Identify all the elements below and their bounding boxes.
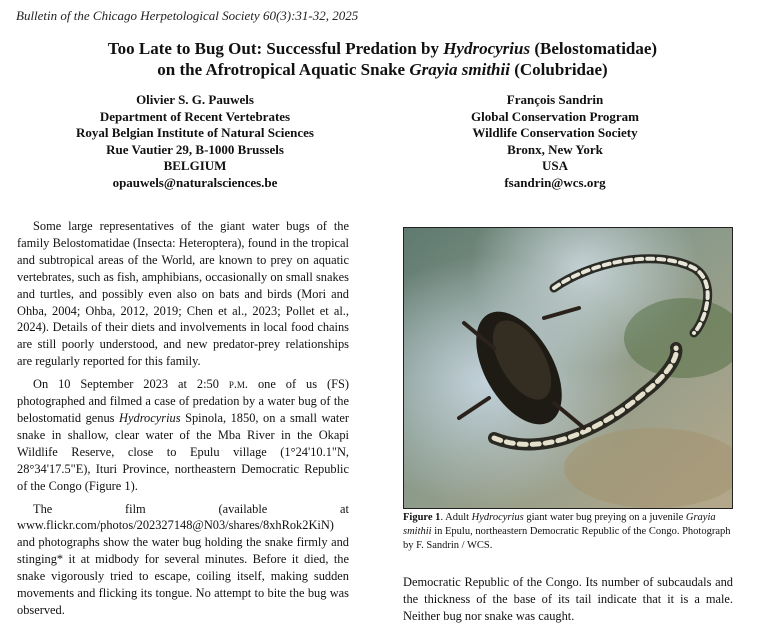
body-left-column [17, 218, 349, 625]
journal-header: Bulletin of the Chicago Herpetological Society 60(3):31-32, 2025 [16, 8, 359, 23]
title-part4: (Colubridae) [509, 60, 608, 79]
water-bug-snake-photo [404, 228, 732, 508]
title-species: Grayia smithii [409, 60, 510, 79]
title-genus: Hydrocyrius [443, 39, 531, 58]
affiliation-line: Wildlife Conservation Society [472, 125, 638, 140]
right-paragraph: Democratic Republic of the Congo. Its number of subcaudals and the thickness of the base of its tail indicate that it is a male. Neither bug nor snake was caught. [403, 575, 733, 623]
figure-caption: Figure 1. Adult Hydrocyrius giant water bug preying on a juvenile Grayia smithii in Epulu, northeastern Democratic Republic of the Congo. Photograph by F. Sandrin / WCS. [403, 512, 731, 551]
figure-label: Figure 1 [403, 512, 441, 523]
affiliation-line: Royal Belgian Institute of Natural Sciences [76, 125, 314, 140]
title-part3: on the Afrotropical Aquatic Snake [157, 60, 410, 79]
title-part1: Too Late to Bug Out: Successful Predation by [107, 39, 444, 58]
body-right-column [403, 574, 733, 625]
author-name: François Sandrin [506, 92, 604, 107]
paragraph-1: Some large representatives of the giant water bugs of the family Belostomatidae (Insecta: Heteroptera), found in the tropical and subtropical areas of the World, are known to prey on aquatic vertebrates, such as fish, amphibians, occasionally on small snakes and turtles, and possibly even also on bats and birds (Mori and Ohba, 2004; Ohba, 2012, 2019; Chen et al., 2023; Pollet et al., 2024). Details of their diets and involvements in local food chains are still poorly understood, and new predator-prey relationships are regularly reported for this family. [17, 219, 349, 369]
affiliation-line: USA [541, 158, 568, 173]
affiliation-line: BELGIUM [163, 158, 227, 173]
paragraph-3: The film (available at www.flickr.com/photos/202327148@N03/shares/8xhRok2KiN) and photographs show the water bug holding the snake firmly and stinging* it at midbody for several minutes. Before it died, the snake vigorously tried to escape, coiling itself, making sudden movements and flicking its tongue. No attempt to bite the bug was observed. [17, 501, 349, 617]
affiliation-line: Rue Vautier 29, B-1000 Brussels [106, 141, 284, 157]
author-email[interactable]: opauwels@naturalsciences.be [112, 174, 278, 190]
affiliation-line: Bronx, New York [507, 141, 603, 157]
author-email[interactable]: fsandrin@wcs.org [504, 174, 606, 190]
article-title [0, 38, 765, 80]
author-block-2 [395, 92, 715, 191]
paragraph-2: On 10 September 2023 at 2:50 p.m. one of us (FS) photographed and filmed a case of predation by a water bug of the belostomatid genus Hydrocyrius Spinola, 1850, on a small water snake in shallow, clear water of the Mba River in the Okapi Wildlife Reserve, close to Epulu village (1°24'10.1"N, 28°34'17.5"E), Ituri Province, northeastern Democratic Republic of the Congo (Figure 1). [17, 377, 349, 493]
title-part2: (Belostomatidae) [530, 39, 658, 58]
affiliation-line: Global Conservation Program [470, 108, 640, 124]
affiliation-line: Department of Recent Vertebrates [99, 108, 291, 124]
author-name: Olivier S. G. Pauwels [136, 92, 254, 107]
author-block-1 [40, 92, 350, 191]
figure-photo [403, 227, 733, 509]
